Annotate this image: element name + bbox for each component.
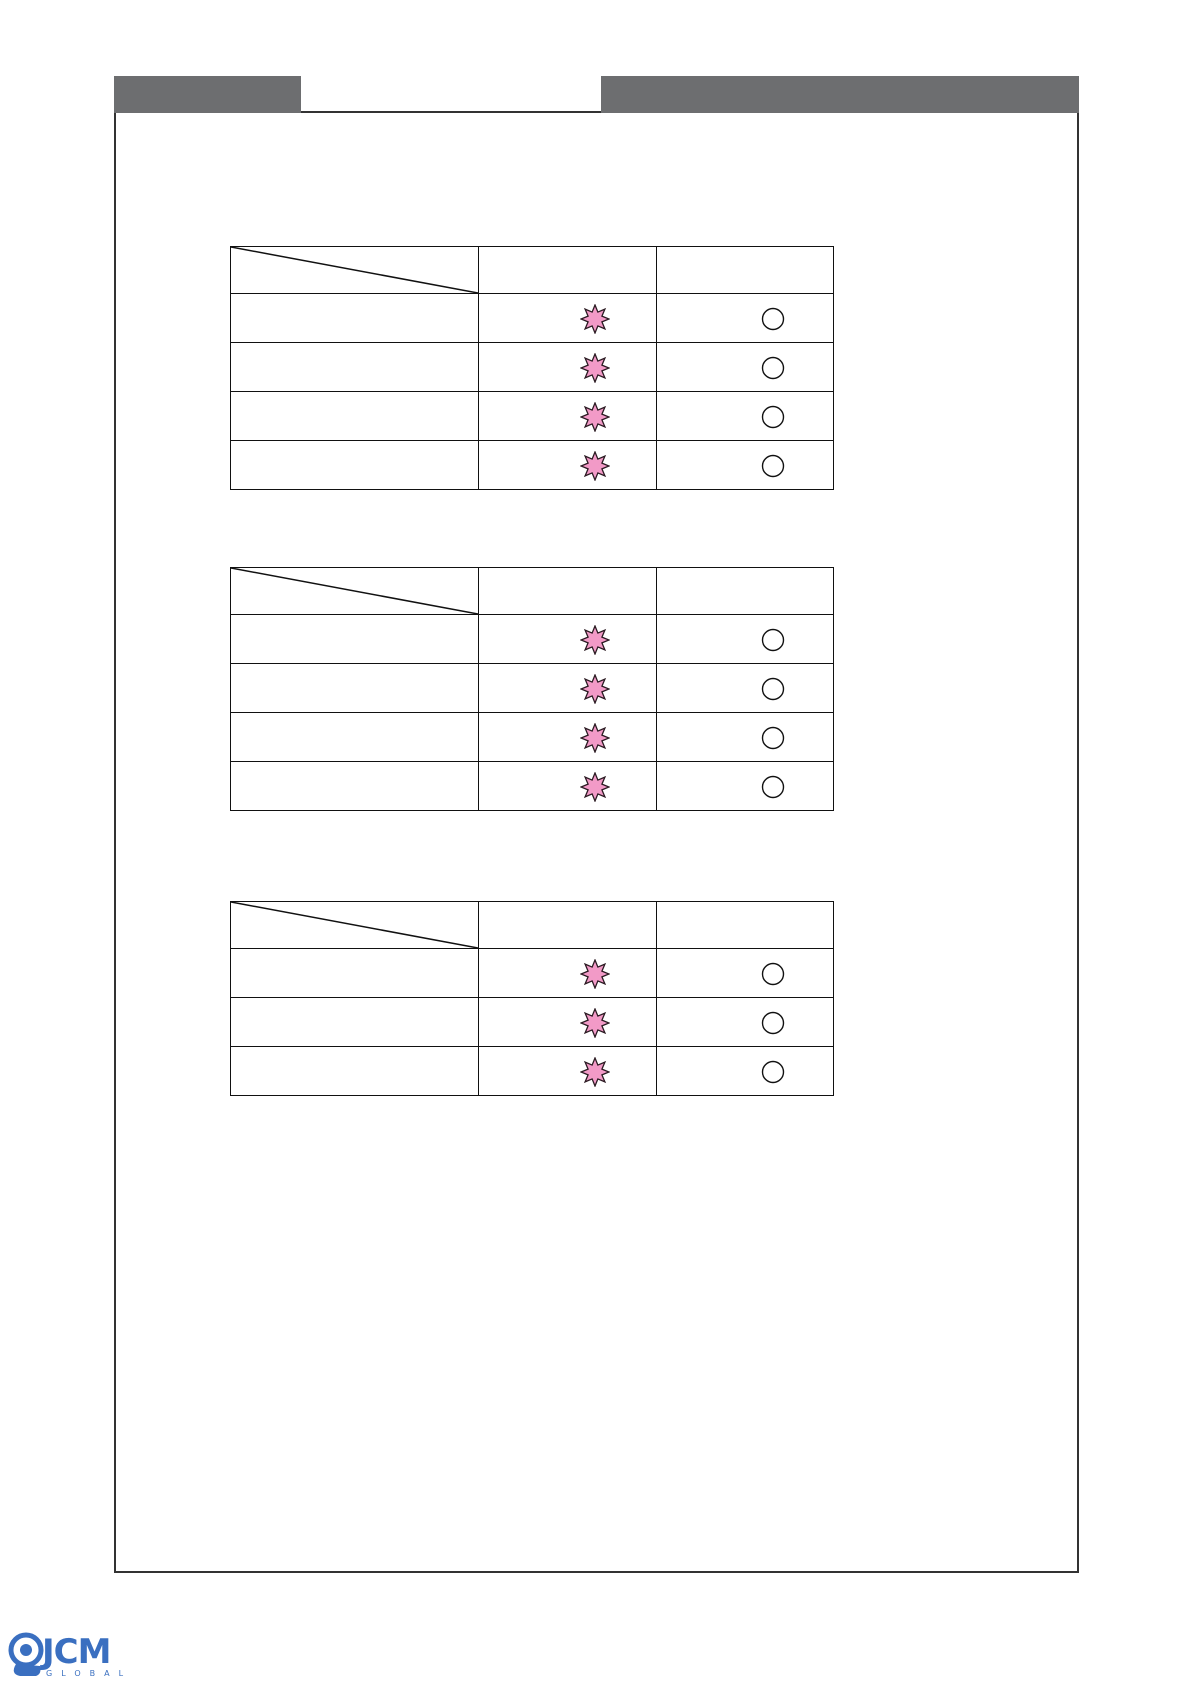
off-cell	[657, 1047, 832, 1095]
row-label	[231, 998, 479, 1046]
table-row	[231, 342, 833, 391]
column-header-flashing	[479, 568, 657, 614]
table-header-row	[231, 902, 833, 948]
off-led-icon	[761, 962, 785, 986]
off-cell	[657, 615, 832, 663]
flashing-led-icon	[580, 1057, 610, 1087]
table-row	[231, 712, 833, 761]
off-led-icon	[761, 775, 785, 799]
column-header-off	[657, 902, 832, 948]
flashing-led-icon	[580, 625, 610, 655]
column-header-flashing	[479, 247, 657, 293]
flashing-cell	[479, 441, 657, 489]
off-cell	[657, 949, 832, 997]
column-header-off	[657, 247, 832, 293]
off-cell	[657, 713, 832, 761]
flashing-led-icon	[580, 772, 610, 802]
off-cell	[657, 762, 832, 810]
off-cell	[657, 343, 832, 391]
row-label	[231, 441, 479, 489]
flashing-cell	[479, 294, 657, 342]
row-label	[231, 615, 479, 663]
flashing-cell	[479, 1047, 657, 1095]
off-led-icon	[761, 1060, 785, 1084]
table-header-row	[231, 568, 833, 614]
flashing-led-icon	[580, 723, 610, 753]
off-led-icon	[761, 454, 785, 478]
table-row	[231, 761, 833, 810]
flashing-led-icon	[580, 674, 610, 704]
led-status-table-2	[230, 567, 834, 811]
row-label	[231, 713, 479, 761]
row-label	[231, 1047, 479, 1095]
row-label	[231, 949, 479, 997]
flashing-cell	[479, 949, 657, 997]
off-cell	[657, 392, 832, 440]
flashing-cell	[479, 998, 657, 1046]
corner-header-cell	[231, 247, 479, 293]
off-led-icon	[761, 677, 785, 701]
table-row	[231, 1046, 833, 1095]
off-cell	[657, 998, 832, 1046]
flashing-cell	[479, 762, 657, 810]
corner-header-cell	[231, 902, 479, 948]
flashing-led-icon	[580, 959, 610, 989]
table-row	[231, 391, 833, 440]
column-header-flashing	[479, 902, 657, 948]
table-row	[231, 997, 833, 1046]
column-header-off	[657, 568, 832, 614]
row-label	[231, 762, 479, 810]
off-led-icon	[761, 726, 785, 750]
table-row	[231, 293, 833, 342]
table-row	[231, 663, 833, 712]
row-label	[231, 664, 479, 712]
led-status-table-3	[230, 901, 834, 1096]
header-band-right	[601, 76, 1079, 113]
led-status-table-1	[230, 246, 834, 490]
table-row	[231, 614, 833, 663]
flashing-cell	[479, 664, 657, 712]
flashing-led-icon	[580, 1008, 610, 1038]
flashing-cell	[479, 392, 657, 440]
off-led-icon	[761, 405, 785, 429]
flashing-led-icon	[580, 402, 610, 432]
row-label	[231, 294, 479, 342]
diagonal-divider	[231, 902, 478, 948]
off-cell	[657, 441, 832, 489]
flashing-cell	[479, 343, 657, 391]
header-tab-center	[301, 76, 601, 113]
off-led-icon	[761, 1011, 785, 1035]
off-led-icon	[761, 307, 785, 331]
diagonal-divider	[231, 568, 478, 614]
flashing-led-icon	[580, 451, 610, 481]
flashing-led-icon	[580, 304, 610, 334]
table-row	[231, 440, 833, 489]
table-row	[231, 948, 833, 997]
off-cell	[657, 294, 832, 342]
off-cell	[657, 664, 832, 712]
flashing-led-icon	[580, 353, 610, 383]
flashing-cell	[479, 615, 657, 663]
off-led-icon	[761, 356, 785, 380]
table-header-row	[231, 247, 833, 293]
header-band-left	[114, 76, 301, 113]
corner-header-cell	[231, 568, 479, 614]
row-label	[231, 343, 479, 391]
row-label	[231, 392, 479, 440]
logo-wordmark: JCM	[42, 1632, 111, 1672]
off-led-icon	[761, 628, 785, 652]
diagonal-divider	[231, 247, 478, 293]
logo-subtitle: GLOBAL	[46, 1669, 133, 1678]
flashing-cell	[479, 713, 657, 761]
